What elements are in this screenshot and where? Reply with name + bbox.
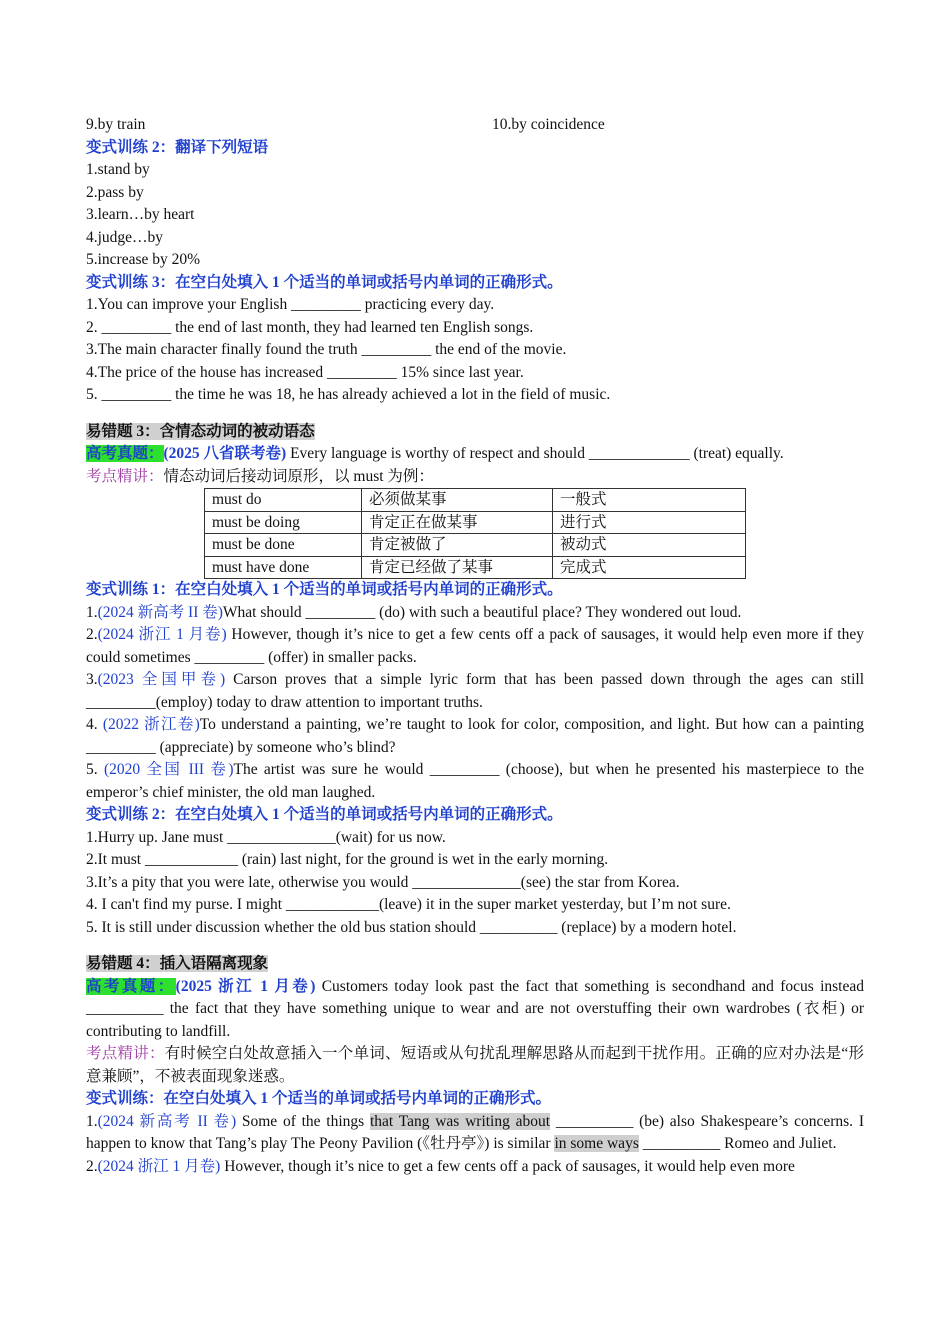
table-row <box>205 534 746 557</box>
table-cell: must have done <box>205 556 362 579</box>
p3-v2-title: 变式训练 2：在空白处填入 1 个适当的单词或括号内单词的正确形式。 <box>86 806 563 823</box>
s2-item: 2.pass by <box>86 183 144 201</box>
exam-label: 高考真题： <box>86 977 176 995</box>
p3-v1-item: 3.(2023 全国甲卷) Carson proves that a simple lyric form that has been passed down through the ages can still _________(employ) today to draw attention to important truths. <box>86 671 864 711</box>
table-cell: must be done <box>205 534 362 557</box>
document-page <box>86 114 864 1178</box>
s3-title: 变式训练 3：在空白处填入 1 个适当的单词或括号内单词的正确形式。 <box>86 273 563 291</box>
s2-item: 1.stand by <box>86 161 150 178</box>
point-label: 考点精讲： <box>86 1045 165 1062</box>
s3-item: 3.The main character finally found the truth _________ the end of the movie. <box>86 341 567 358</box>
highlight: that Tang was writing about <box>369 1112 551 1130</box>
point-text: 有时候空白处故意插入一个单词、短语或从句扰乱理解思路从而起到干扰作用。正确的应对办法是“形意兼顾”，不被表面现象迷惑。 <box>86 1045 864 1085</box>
table-row <box>205 511 746 534</box>
table-row <box>205 489 746 512</box>
table-cell: 肯定正在做某事 <box>362 511 553 534</box>
table-cell: 一般式 <box>553 489 746 512</box>
table-row <box>205 556 746 579</box>
p3-v2-item: 4. I can't find my purse. I might ____________(leave) it in the super market yesterday, but I’m not sure. <box>86 896 731 913</box>
p3-v1-item: 2.(2024 浙江 1 月卷) However, though it’s nice to get a few cents off a pack of sausages, it would help even more if they could sometimes _________ (offer) in smaller packs. <box>86 626 864 666</box>
source-tag: (2024 新高考 II 卷) <box>97 603 223 621</box>
table-cell: 完成式 <box>553 556 746 579</box>
p3-heading: 易错题 3：含情态动词的被动语态 <box>86 422 315 440</box>
p4-point <box>86 1043 864 1088</box>
source-tag: (2023 全国甲卷) <box>97 671 226 688</box>
p4-v-item: 1.(2024 新高考 II 卷) Some of the things that Tang was writing about __________ (be) also Shakespeare’s concerns. I happen to know that Tang’s play The Peony Pavilion (《牡丹亭》) is similar in some ways __________ Romeo and Juliet. <box>86 1112 864 1152</box>
p3-v2-item: 1.Hurry up. Jane must ______________(wait) for us now. <box>86 828 446 846</box>
source-tag: (2024 新高考 II 卷) <box>97 1112 237 1130</box>
p3-v2-item: 5. It is still under discussion whether the old bus station should __________ (replace) by a modern hotel. <box>86 918 737 936</box>
exam-source: (2025 八省联考卷) <box>163 445 287 462</box>
exam-source: (2025 浙江 1 月卷) <box>175 977 316 995</box>
p3-v2-item: 3.It’s a pity that you were late, otherwise you would ______________(see) the star from Korea. <box>86 873 680 891</box>
p4-v-title: 变式训练：在空白处填入 1 个适当的单词或括号内单词的正确形式。 <box>86 1090 552 1107</box>
exam-text: Every language is worthy of respect and should _____________ (treat) equally. <box>286 445 784 462</box>
source-tag: (2024 浙江 1 月卷) <box>97 1157 221 1175</box>
table-cell: 被动式 <box>553 534 746 557</box>
p3-v2-item: 2.It must ____________ (rain) last night, for the ground is wet in the early morning. <box>86 851 609 868</box>
s3-item: 4.The price of the house has increased _________ 15% since last year. <box>86 363 524 381</box>
p4-heading: 易错题 4：插入语隔离现象 <box>86 955 269 972</box>
highlight: in some ways <box>554 1135 639 1152</box>
s2-title: 变式训练 2：翻译下列短语 <box>86 138 269 156</box>
s3-item: 2. _________ the end of last month, they had learned ten English songs. <box>86 318 534 336</box>
point-label: 考点精讲： <box>86 467 164 485</box>
s2-item: 3.learn…by heart <box>86 206 195 223</box>
table-cell: must do <box>205 489 362 512</box>
s2-item: 4.judge…by <box>86 228 164 246</box>
source-tag: (2020 全国 III 卷) <box>103 761 234 778</box>
p3-v1-item: 1.(2024 新高考 II 卷)What should _________ (do) with such a beautiful place? They wondered out loud. <box>86 603 742 621</box>
p3-v1-item: 4. (2022 浙江卷)To understand a painting, we’re taught to look for color, composition, and light. But how can a painting _________ (appreciate) by someone who’s blind? <box>86 716 865 756</box>
table-cell: 必须做某事 <box>362 489 553 512</box>
p4-exam <box>86 976 864 1044</box>
p3-point <box>86 466 864 489</box>
source-tag: (2024 浙江 1 月卷) <box>97 626 227 643</box>
top-row <box>86 114 864 137</box>
table-cell: 进行式 <box>553 511 746 534</box>
table-cell: must be doing <box>205 511 362 534</box>
s3-item: 5. _________ the time he was 18, he has already achieved a lot in the field of music. <box>86 386 611 403</box>
exam-text: Customers today look past the fact that something is secondhand and focus instead __________ the fact that they have something unique to wear and are not overstuffing their own wardrobes (衣柜) or contributing to landfill. <box>86 977 864 1040</box>
source-tag: (2022 浙江卷) <box>102 716 200 733</box>
point-text: 情态动词后接动词原形，以 must 为例： <box>163 467 434 485</box>
item-by-train: 9.by train <box>86 116 146 133</box>
p3-v1-item: 5. (2020 全国 III 卷)The artist was sure he would _________ (choose), but when he presented his masterpiece to the emperor’s chief minister, the old man laughed. <box>86 761 864 801</box>
s3-item: 1.You can improve your English _________ practicing every day. <box>86 296 495 313</box>
modal-verb-table <box>204 488 746 579</box>
item-by-coincidence: 10.by coincidence <box>492 116 605 133</box>
table-cell: 肯定被做了 <box>362 534 553 557</box>
p3-exam <box>86 443 864 466</box>
s2-item: 5.increase by 20% <box>86 251 201 268</box>
exam-label: 高考真题： <box>86 445 164 462</box>
p3-v1-title: 变式训练 1：在空白处填入 1 个适当的单词或括号内单词的正确形式。 <box>86 581 563 598</box>
p4-v-item: 2.(2024 浙江 1 月卷) However, though it’s nice to get a few cents off a pack of sausages, it would help even more <box>86 1157 795 1175</box>
table-cell: 肯定已经做了某事 <box>362 556 553 579</box>
